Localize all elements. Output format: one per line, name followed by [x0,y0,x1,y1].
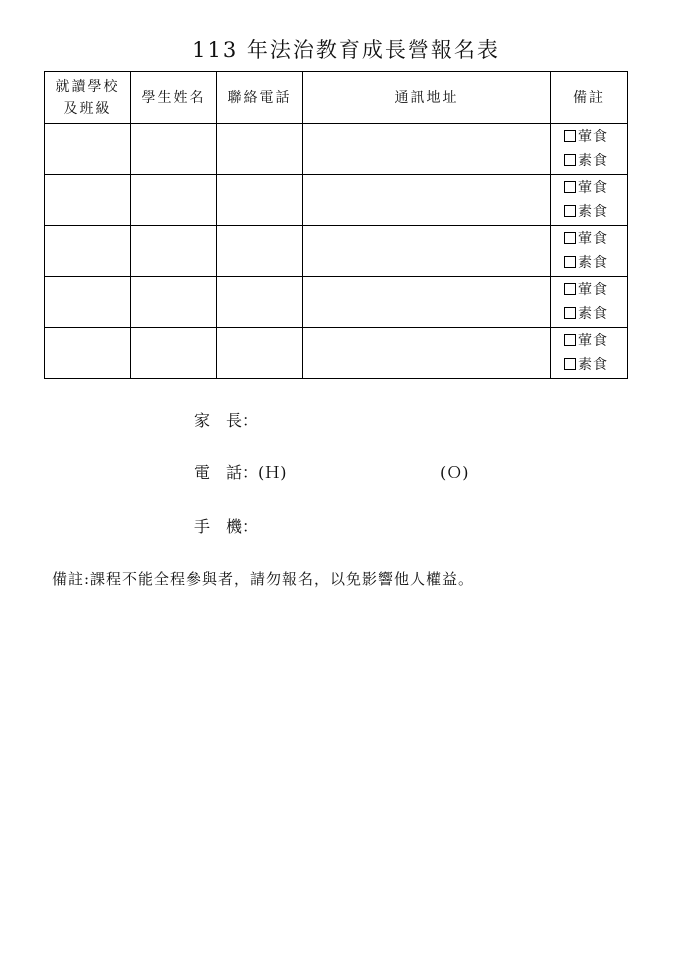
checkbox-icon[interactable] [564,283,576,295]
vegetarian-option[interactable]: 素食 [551,251,627,275]
checkbox-icon[interactable] [564,154,576,166]
contact-phone-cell[interactable] [217,328,303,379]
contact-phone-cell[interactable] [217,277,303,328]
table-row [45,175,628,226]
student-name-cell[interactable] [131,277,217,328]
meal-choice-cell [551,277,628,328]
table-row [45,328,628,379]
header-mailing-address: 通訊地址 [303,72,551,124]
vegetarian-option[interactable]: 素食 [551,200,627,224]
header-school-class: 就讀學校 及班級 [45,72,131,124]
form-title: 113 年法治教育成長營報名表 [192,38,500,62]
table-header-row [45,72,628,124]
header-remarks: 備註 [551,72,628,124]
parent-field-label: 家 長： [194,411,259,430]
meat-option[interactable]: 葷食 [551,278,627,302]
header-contact-phone: 聯絡電話 [217,72,303,124]
table-row [45,277,628,328]
school-class-cell[interactable] [45,226,131,277]
student-name-cell[interactable] [131,328,217,379]
table-row [45,226,628,277]
school-class-cell[interactable] [45,277,131,328]
contact-phone-cell[interactable] [217,124,303,175]
address-cell[interactable] [303,124,551,175]
student-name-cell[interactable] [131,124,217,175]
meat-option[interactable]: 葷食 [551,329,627,353]
meat-option[interactable]: 葷食 [551,176,627,200]
meal-choice-cell [551,175,628,226]
remarks-note: 備註:課程不能全程參與者，請勿報名，以免影響他人權益。 [52,570,475,588]
checkbox-icon[interactable] [564,130,576,142]
table-row [45,124,628,175]
checkbox-icon[interactable] [564,334,576,346]
checkbox-icon[interactable] [564,232,576,244]
header-student-name: 學生姓名 [131,72,217,124]
address-cell[interactable] [303,175,551,226]
checkbox-icon[interactable] [564,307,576,319]
contact-phone-cell[interactable] [217,226,303,277]
address-cell[interactable] [303,226,551,277]
meat-option[interactable]: 葷食 [551,125,627,149]
phone-office-field-label: (Ｏ) [440,463,469,482]
contact-phone-cell[interactable] [217,175,303,226]
checkbox-icon[interactable] [564,358,576,370]
student-name-cell[interactable] [131,226,217,277]
meal-choice-cell [551,124,628,175]
school-class-cell[interactable] [45,328,131,379]
meal-choice-cell [551,328,628,379]
vegetarian-option[interactable]: 素食 [551,302,627,326]
address-cell[interactable] [303,328,551,379]
checkbox-icon[interactable] [564,256,576,268]
phone-home-field-label: 電 話：(Ｈ) [194,463,287,482]
school-class-cell[interactable] [45,124,131,175]
mobile-field-label: 手 機： [194,517,259,536]
checkbox-icon[interactable] [564,205,576,217]
vegetarian-option[interactable]: 素食 [551,353,627,377]
address-cell[interactable] [303,277,551,328]
school-class-cell[interactable] [45,175,131,226]
vegetarian-option[interactable]: 素食 [551,149,627,173]
registration-table [44,71,628,379]
meat-option[interactable]: 葷食 [551,227,627,251]
checkbox-icon[interactable] [564,181,576,193]
meal-choice-cell [551,226,628,277]
student-name-cell[interactable] [131,175,217,226]
